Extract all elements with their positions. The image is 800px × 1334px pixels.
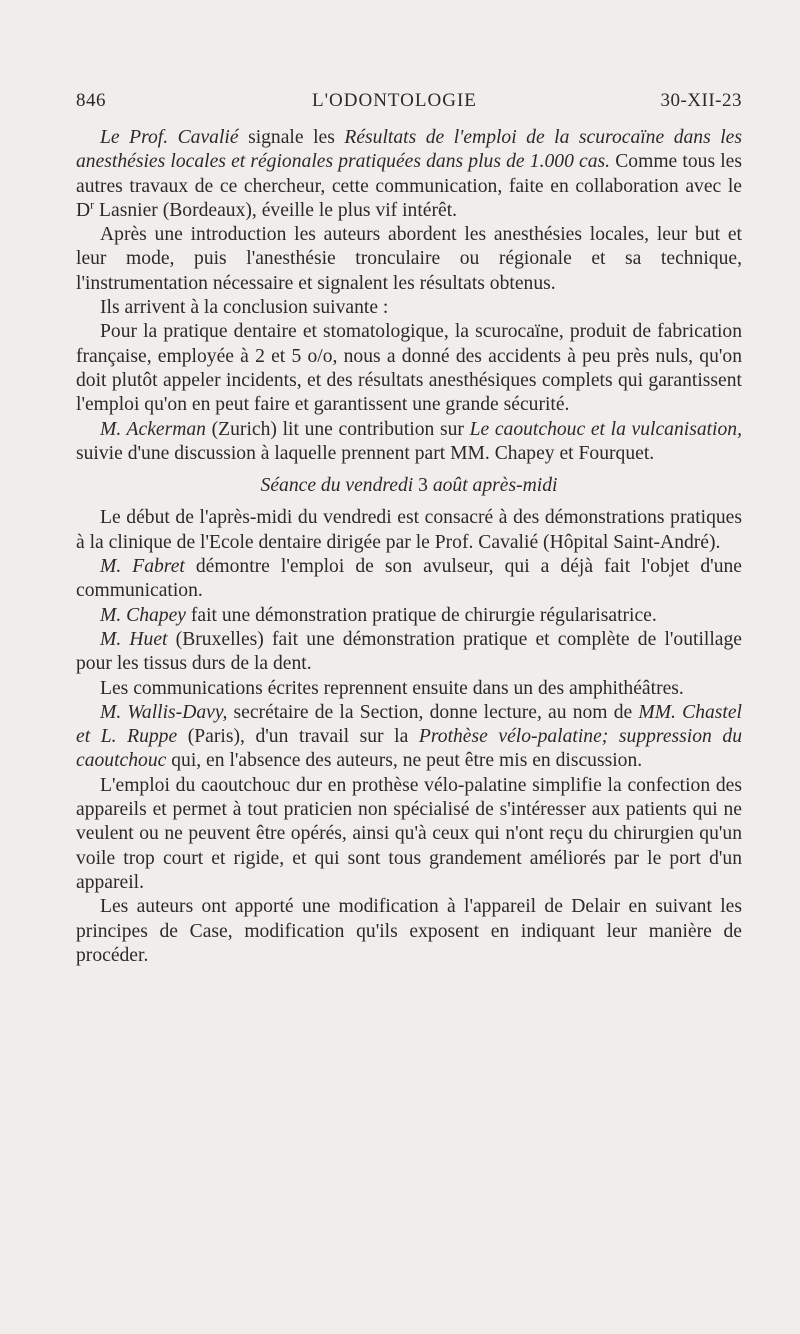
text-run: fait une démonstration pratique de chirurgie régularisatrice. (185, 604, 657, 626)
italic-text: M. Chapey (100, 604, 186, 626)
text-run: (Zurich) lit une contribution sur (205, 418, 470, 440)
text-run: suivie d'une discussion à laquelle prennent part MM. Chapey et Fourquet. (76, 442, 655, 464)
text-run: Ils arrivent à la conclusion suivante : (100, 297, 389, 319)
text-run: Le début de l'après-midi du vendredi est consacré à des démonstrations pratiques à la clinique de l'Ecole dentaire dirigée par le Prof. Cavalié (Hôpital Saint-André). (76, 507, 742, 553)
journal-title: L'ODONTOLOGIE (312, 90, 477, 111)
italic-text: Le caoutchouc et la vulcanisation, (469, 418, 742, 440)
page-number: 846 (76, 90, 106, 111)
issue-date: 30-XII-23 (660, 90, 742, 111)
italic-text: M. Wallis-Davy, (100, 701, 228, 723)
italic-text: M. Huet (100, 628, 168, 650)
superscript-text: r (90, 197, 95, 212)
paragraph (76, 126, 742, 223)
italic-text: Séance du vendredi (260, 475, 419, 497)
paragraph (76, 701, 742, 774)
italic-text: M. Ackerman (100, 418, 206, 440)
paragraph (76, 320, 742, 417)
paragraph (76, 296, 742, 320)
text-run: Comme tous les autres travaux de ce chercheur, cette communication, faite en collaboration avec le D (76, 151, 742, 221)
text-run: (Bruxelles) fait une démonstration pratique et complète de l'outillage pour les tissus durs de la dent. (76, 628, 742, 675)
text-run: L'emploi du caoutchouc dur en prothèse vélo-palatine simplifie la confection des appareils et permet à tout praticien non spécialisé de s'intéresser aux patients qui ne veulent ou ne peuvent être opérés, ainsi qu'à ceux qui n'ont reçu du chirurgien qu'un voile trop court et rigide, et qui sont tous grandement améliorés par le port d'un appareil. (76, 774, 742, 893)
paragraph (76, 628, 742, 677)
text-run: signale les (238, 127, 345, 148)
text-run: qui, en l'absence des auteurs, ne peut être mis en discussion. (166, 750, 643, 772)
text-run: démontre l'emploi de son avulseur, qui a déjà fait l'objet d'une communication. (76, 556, 742, 602)
paragraph (76, 895, 742, 968)
text-run: 3 (418, 475, 428, 497)
text-run: (Paris), d'un travail sur la (177, 726, 419, 748)
running-header (76, 90, 742, 120)
paragraph (76, 506, 742, 555)
paragraph (76, 677, 742, 701)
text-run: Les auteurs ont apporté une modification à l'appareil de Delair en suivant les principes de Case, modification qu'ils exposent en indiquant leur manière de procéder. (76, 896, 742, 966)
italic-text: Résultats de l'emploi de la scurocaïne dans les anesthésies locales et régionales pratiquées dans plus de 1.000 cas. (76, 127, 742, 173)
text-run: Après une introduction les auteurs abordent les anesthésies locales, leur but et leur mode, puis l'anesthésie tronculaire ou régionale et sa technique, l'instrumentation nécessaire et signalent les résultats obtenus. (76, 224, 742, 294)
article-body (76, 126, 742, 968)
paragraph (76, 418, 742, 467)
italic-text: Le Prof. Cavalié (100, 127, 239, 148)
italic-text: MM. Chastel et L. Ruppe (76, 701, 742, 748)
section-heading (76, 474, 742, 498)
italic-text: M. Fabret (100, 556, 185, 578)
italic-text: Prothèse vélo-palatine; suppression du caoutchouc (76, 726, 742, 772)
paragraph (76, 604, 742, 628)
text-run: secrétaire de la Section, donne lecture, au nom de (227, 701, 639, 723)
paragraph (76, 774, 742, 895)
text-run: Pour la pratique dentaire et stomatologique, la scurocaïne, produit de fabrication française, employée à 2 et 5 o/o, nous a donné des accidents à peu près nuls, qu'on doit plutôt appeler incidents, et des résultats anesthésiques complets qui garantissent l'emploi qu'on en peut faire et garantissent une grande sécurité. (76, 321, 742, 416)
text-run: Lasnier (Bordeaux), éveille le plus vif intérêt. (94, 199, 458, 221)
paragraph (76, 555, 742, 604)
italic-text: août après-midi (427, 475, 558, 497)
paragraph (76, 223, 742, 296)
text-run: Les communications écrites reprennent ensuite dans un des amphithéâtres. (100, 677, 684, 699)
